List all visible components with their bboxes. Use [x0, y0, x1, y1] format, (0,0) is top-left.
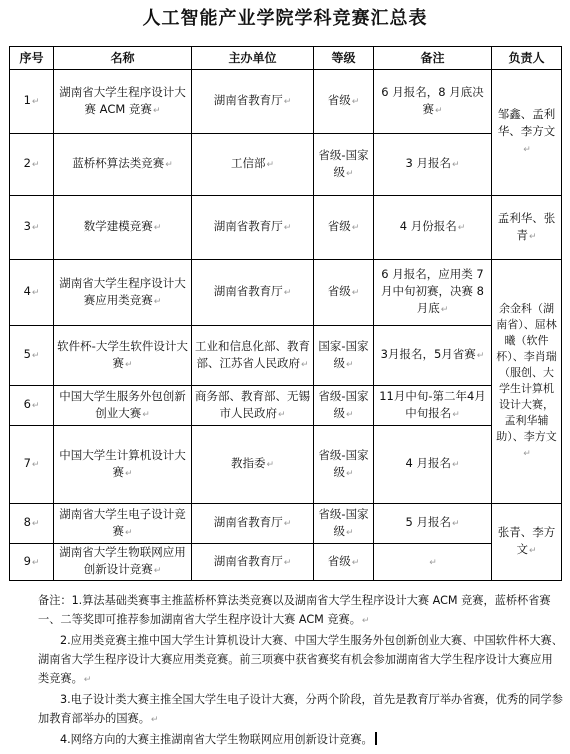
cell-note: 4 月报名↵ — [374, 426, 492, 504]
cell-org: 湖南省教育厅↵ — [192, 260, 314, 326]
cell-no: 1↵ — [10, 70, 54, 134]
header-note: 备注 — [374, 47, 492, 70]
cell-note: 11月中旬-第二年4月中旬报名↵ — [374, 386, 492, 426]
cell-org: 湖南省教育厅↵ — [192, 70, 314, 134]
cell-level: 省级↵ — [314, 196, 374, 260]
cell-org: 湖南省教育厅↵ — [192, 504, 314, 544]
cell-level: 省级↵ — [314, 70, 374, 134]
table-row — [10, 544, 562, 581]
table-header-row — [10, 47, 562, 70]
note-paragraph: 备注：1.算法基础类赛事主推蓝桥杯算法类竞赛以及湖南省大学生程序设计大赛 ACM 竞赛，蓝桥杯省赛一、二等奖即可推荐参加湖南省大学生程序设计大赛 ACM 竞赛。↵ — [38, 594, 551, 626]
cell-owner: 张青、李方文↵ — [492, 504, 562, 581]
cell-no: 4↵ — [10, 260, 54, 326]
cell-org: 工业和信息化部、教育部、江苏省人民政府↵ — [192, 326, 314, 386]
table-row — [10, 196, 562, 260]
cell-level: 省级-国家级↵ — [314, 134, 374, 196]
notes-section — [38, 591, 563, 749]
cell-org: 工信部↵ — [192, 134, 314, 196]
document-title: 人工智能产业学院学科竞赛汇总表 — [142, 8, 428, 29]
cell-owner: 余金科（湖南省）、屈林曦（软件杯）、李肖瑞（服创、大学生计算机设计大赛，孟利华辅助）、李方文↵ — [492, 260, 562, 504]
cell-level: 省级-国家级↵ — [314, 504, 374, 544]
cell-org: 教指委↵ — [192, 426, 314, 504]
cell-no: 6↵ — [10, 386, 54, 426]
competition-table — [9, 46, 562, 581]
note-paragraph: 4.网络方向的大赛主推湖南省大学生物联网应用创新设计竞赛。 — [38, 730, 563, 749]
cell-name: 中国大学生计算机设计大赛↵ — [54, 426, 192, 504]
header-org: 主办单位 — [192, 47, 314, 70]
cell-name: 湖南省大学生电子设计竞赛↵ — [54, 504, 192, 544]
table-row — [10, 70, 562, 134]
cell-no: 5↵ — [10, 326, 54, 386]
cell-no: 8↵ — [10, 504, 54, 544]
cell-note: 6 月报名，应用类 7 月中旬初赛，决赛 8 月底↵ — [374, 260, 492, 326]
cell-level: 省级-国家级↵ — [314, 426, 374, 504]
cell-no: 9↵ — [10, 544, 54, 581]
cell-no: 7↵ — [10, 426, 54, 504]
cell-name: 蓝桥杯算法类竞赛↵ — [54, 134, 192, 196]
table-row — [10, 504, 562, 544]
table-row — [10, 260, 562, 326]
cell-owner: 邹鑫、孟利华、李方文↵ — [492, 70, 562, 196]
cell-org: 商务部、教育部、无锡市人民政府↵ — [192, 386, 314, 426]
text-cursor — [375, 732, 377, 745]
cell-org: 湖南省教育厅↵ — [192, 196, 314, 260]
header-name: 名称 — [54, 47, 192, 70]
header-owner: 负责人 — [492, 47, 562, 70]
table-row — [10, 326, 562, 386]
cell-level: 国家-国家级↵ — [314, 326, 374, 386]
table-row — [10, 134, 562, 196]
cell-name: 中国大学生服务外包创新创业大赛↵ — [54, 386, 192, 426]
cell-name: 湖南省大学生物联网应用创新设计竞赛↵ — [54, 544, 192, 581]
cell-name: 软件杯-大学生软件设计大赛↵ — [54, 326, 192, 386]
cell-note: 3月报名，5月省赛↵ — [374, 326, 492, 386]
cell-note: 5 月报名↵ — [374, 504, 492, 544]
table-row — [10, 386, 562, 426]
cell-org: 湖南省教育厅↵ — [192, 544, 314, 581]
cell-name: 湖南省大学生程序设计大赛 ACM 竞赛↵ — [54, 70, 192, 134]
header-no: 序号 — [10, 47, 54, 70]
cell-name: 数学建模竞赛↵ — [54, 196, 192, 260]
cell-no: 2↵ — [10, 134, 54, 196]
table-row — [10, 426, 562, 504]
note-paragraph: 2.应用类竞赛主推中国大学生计算机设计大赛、中国大学生服务外包创新创业大赛、中国软件杯大赛、湖南省大学生程序设计大赛应用类竞赛。前三项赛中获省赛奖有机会参加湖南省大学生程序设计大赛应用类竞赛。↵ — [38, 634, 563, 685]
cell-level: 省级-国家级↵ — [314, 386, 374, 426]
cell-level: 省级↵ — [314, 260, 374, 326]
cell-note: 3 月报名↵ — [374, 134, 492, 196]
cell-note: 6 月报名，8 月底决赛↵ — [374, 70, 492, 134]
cell-name: 湖南省大学生程序设计大赛应用类竞赛↵ — [54, 260, 192, 326]
cell-owner: 孟利华、张青↵ — [492, 196, 562, 260]
cell-note: 4 月份报名↵ — [374, 196, 492, 260]
note-paragraph: 3.电子设计类大赛主推全国大学生电子设计大赛，分两个阶段，首先是教育厅举办省赛，优秀的同学参加教育部举办的国赛。↵ — [38, 693, 563, 725]
cell-level: 省级↵ — [314, 544, 374, 581]
header-level: 等级 — [314, 47, 374, 70]
cell-note: ↵ — [374, 544, 492, 581]
cell-no: 3↵ — [10, 196, 54, 260]
